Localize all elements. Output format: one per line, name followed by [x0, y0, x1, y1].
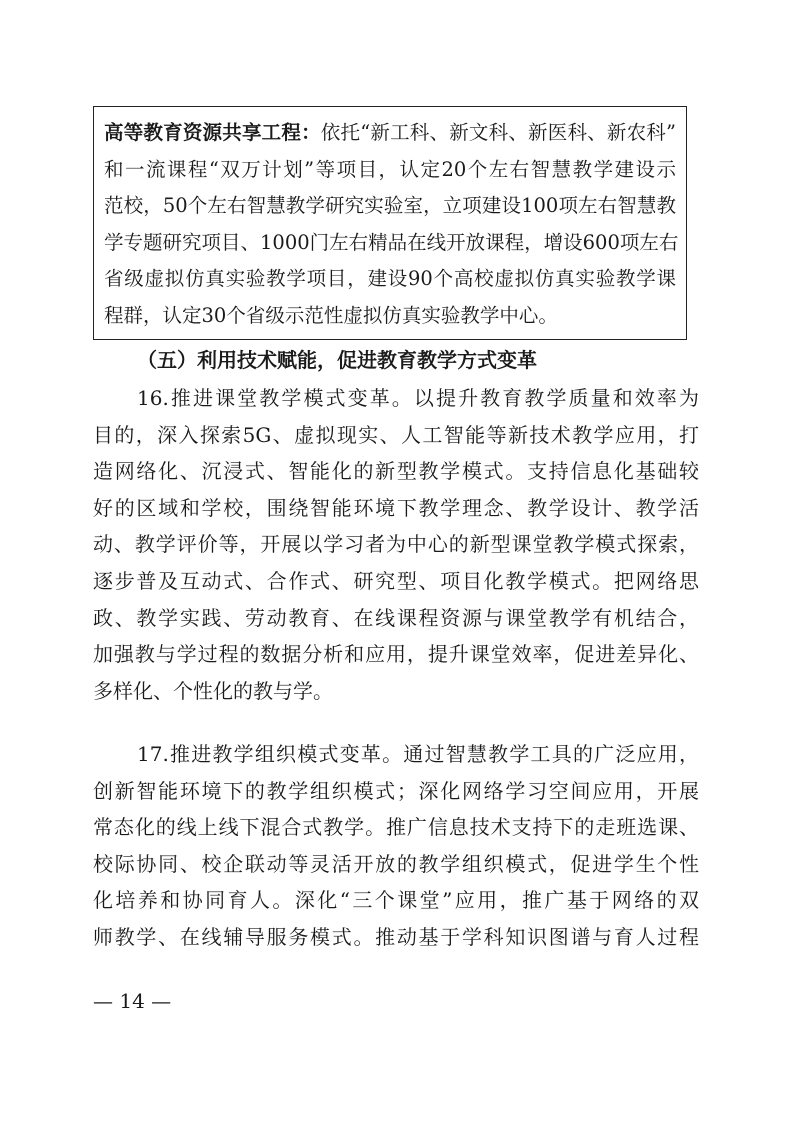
- paragraph-line: 目的，深入探索5G、虚拟现实、人工智能等新技术教学应用，打: [93, 422, 699, 447]
- box-title: 高等教育资源共享工程：: [104, 121, 321, 144]
- box-line-3: 范校，50个左右智慧教学研究实验室，立项建设100项左右智慧教: [104, 194, 676, 217]
- paragraph-17: [93, 736, 699, 956]
- paragraph-line: 多样化、个性化的教与学。: [93, 678, 333, 703]
- box-line-2: 和一流课程“双万计划”等项目，认定20个左右智慧教学建设示: [104, 157, 676, 181]
- box-line-1: [104, 115, 676, 152]
- box-line-5: 省级虚拟仿真实验教学项目，建设90个高校虚拟仿真实验教学课: [104, 267, 676, 290]
- paragraph-line: 常态化的线上线下混合式教学。推广信息技术支持下的走班选课、: [93, 815, 699, 840]
- paragraph-line: 校际协同、校企联动等灵活开放的教学组织模式，促进学生个性: [93, 851, 699, 876]
- paragraph-line: 师教学、在线辅导服务模式。推动基于学科知识图谱与育人过程: [93, 924, 699, 949]
- paragraph-line: 化培养和协同育人。深化“三个课堂”应用，推广基于网络的双: [93, 888, 699, 913]
- paragraph-line: 逐步普及互动式、合作式、研究型、项目化教学模式。把网络思: [93, 568, 699, 593]
- paragraph-line: 政、教学实践、劳动教育、在线课程资源与课堂教学有机结合，: [93, 605, 699, 630]
- paragraph-16: [93, 380, 699, 709]
- paragraph-line: 加强教与学过程的数据分析和应用，提升课堂效率，促进差异化、: [93, 642, 699, 667]
- paragraph-line: 造网络化、沉浸式、智能化的新型教学模式。支持信息化基础较: [93, 459, 699, 484]
- paragraph-line: 创新智能环境下的教学组织模式；深化网络学习空间应用，开展: [93, 778, 699, 803]
- box-line-4: 学专题研究项目、1000门左右精品在线开放课程，增设600项左右: [104, 230, 679, 254]
- box-line-6: 程群，认定30个省级示范性虚拟仿真实验教学中心。: [104, 303, 558, 327]
- section-heading: （五）利用技术赋能，促进教育教学方式变革: [137, 348, 537, 372]
- paragraph-line: 17.推进教学组织模式变革。通过智慧教学工具的广泛应用，: [137, 742, 699, 766]
- resource-sharing-project-box: [93, 106, 687, 340]
- paragraph-line: 动、教学评价等，开展以学习者为中心的新型课堂教学模式探索，: [93, 532, 699, 557]
- box-line-1-text: 依托“新工科、新文科、新医科、新农科”: [320, 121, 676, 144]
- page-number: — 14 —: [93, 989, 172, 1013]
- paragraph-line: 16.推进课堂教学模式变革。以提升教育教学质量和效率为: [137, 386, 699, 410]
- paragraph-line: 好的区域和学校，围绕智能环境下教学理念、教学设计、教学活: [93, 495, 699, 520]
